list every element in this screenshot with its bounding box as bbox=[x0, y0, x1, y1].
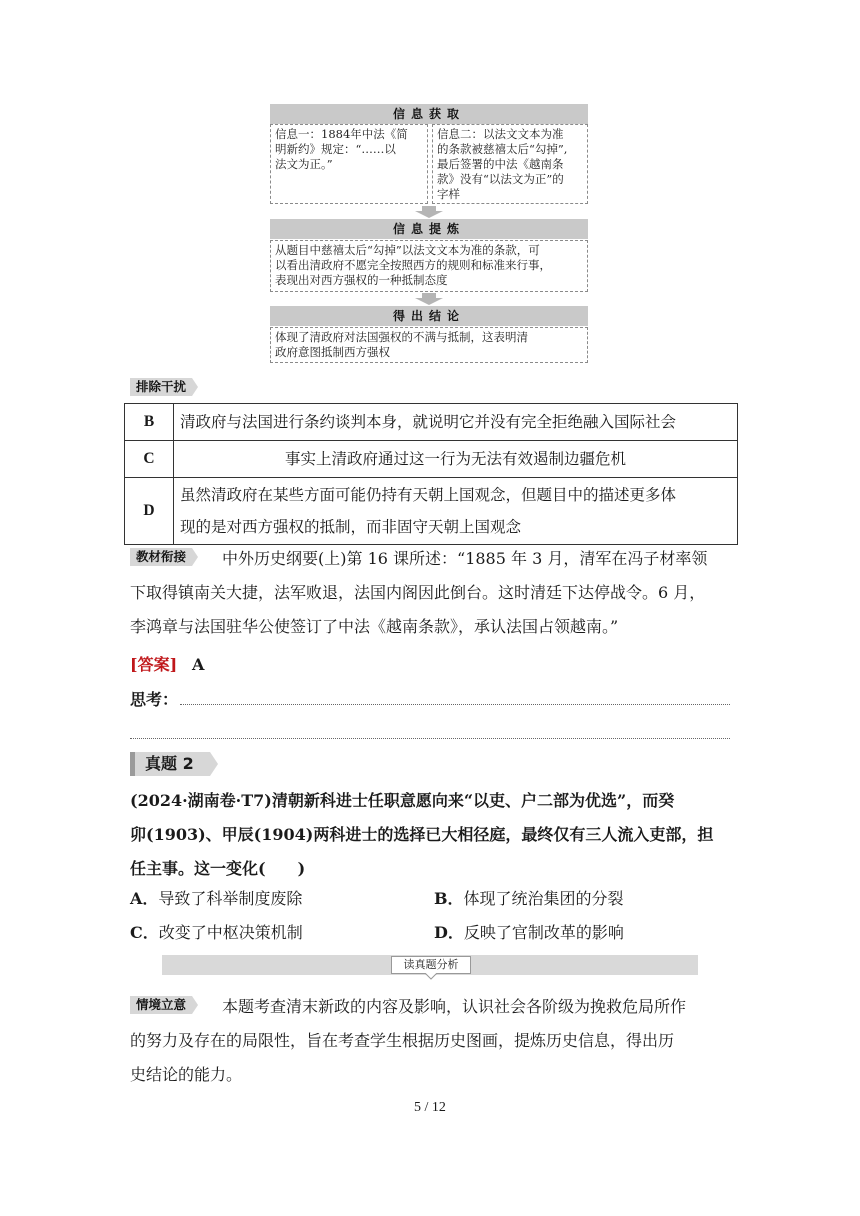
info-one-line: 信息一：1884年中法《简 bbox=[275, 127, 408, 141]
option-key: B． bbox=[434, 889, 464, 908]
answer-line bbox=[130, 738, 730, 739]
context-line: 本题考查清末新政的内容及影响，认识社会各阶级为挽救危局所作 bbox=[222, 997, 687, 1016]
exclusion-tag: 排除干扰 bbox=[130, 378, 192, 396]
flow-step-conclusion: 得出结论 bbox=[270, 306, 588, 326]
textbook-line: 中外历史纲要(上)第 16 课所述：“1885 年 3 月，清军在冯子材率领 bbox=[222, 549, 708, 568]
page-number: 5 / 12 bbox=[414, 1100, 446, 1115]
option-key: C． bbox=[130, 923, 159, 942]
refine-line: 以看出清政府不愿完全按照西方的规则和标准来行事， bbox=[275, 258, 551, 272]
think-label: 思考： bbox=[130, 690, 179, 709]
table-row bbox=[125, 404, 738, 441]
conclusion-box bbox=[270, 327, 588, 363]
textbook-line: 李鸿章与法国驻华公使签订了中法《越南条款》，承认法国占领越南。” bbox=[130, 617, 619, 636]
question-line: 卯(1903)、甲辰(1904)两科进士的选择已大相径庭，最终仅有三人流入吏部，担 bbox=[130, 825, 714, 844]
answer-label: [答案] bbox=[130, 655, 178, 674]
refine-line: 表现出对西方强权的一种抵制态度 bbox=[275, 273, 448, 287]
option-d[interactable] bbox=[434, 916, 624, 950]
option-key: A． bbox=[130, 889, 159, 908]
question-line: (2024·湖南卷·T7)清朝新科进士任职意愿向来“以吏、户二部为优选”，而癸 bbox=[130, 791, 675, 810]
answer-line bbox=[180, 704, 730, 705]
pointer-down-icon bbox=[425, 973, 437, 980]
option-text-line: 现的是对西方强权的抵制，而非固守天朝上国观念 bbox=[180, 518, 522, 536]
option-text: 改变了中枢决策机制 bbox=[158, 923, 303, 942]
context-line: 史结论的能力。 bbox=[130, 1065, 243, 1084]
option-text: 清政府与法国进行条约谈判本身，就说明它并没有完全拒绝融入国际社会 bbox=[174, 404, 738, 441]
info-two-line: 字样 bbox=[437, 187, 460, 201]
table-row bbox=[125, 441, 738, 478]
option-a[interactable] bbox=[130, 882, 302, 916]
flow-step-info-refine: 信息提炼 bbox=[270, 219, 588, 239]
option-key: D． bbox=[434, 923, 464, 942]
info-one-line: 明新约》规定：“……以 bbox=[275, 142, 396, 156]
question-badge: 真题 2 bbox=[130, 752, 210, 776]
info-two-box bbox=[432, 124, 588, 204]
flow-step-info-acquisition: 信息获取 bbox=[270, 104, 588, 124]
table-row bbox=[125, 478, 738, 545]
info-one-line: 法文为正。” bbox=[275, 157, 333, 171]
textbook-line: 下取得镇南关大捷，法军败退，法国内阁因此倒台。这时清廷下达停战令。6 月， bbox=[130, 583, 706, 602]
option-text: 导致了科举制度废除 bbox=[158, 889, 303, 908]
option-text: 体现了统治集团的分裂 bbox=[463, 889, 624, 908]
info-two-line: 最后签署的中法《越南条 bbox=[437, 157, 564, 171]
textbook-tag: 教材衔接 bbox=[130, 548, 192, 566]
info-two-line: 信息二：以法文文本为准 bbox=[437, 127, 564, 141]
option-key: C bbox=[125, 441, 174, 478]
refine-box bbox=[270, 240, 588, 292]
context-tag: 情境立意 bbox=[130, 996, 192, 1014]
conclusion-line: 体现了清政府对法国强权的不满与抵制，这表明清 bbox=[275, 330, 528, 344]
down-arrow-icon bbox=[415, 206, 443, 218]
option-text: 事实上清政府通过这一行为无法有效遏制边疆危机 bbox=[174, 441, 738, 478]
info-two-line: 款》没有“以法文为正”的 bbox=[437, 172, 564, 186]
context-line: 的努力及存在的局限性，旨在考查学生根据历史图画，提炼历史信息，得出历 bbox=[130, 1031, 675, 1050]
info-two-line: 的条款被慈禧太后“勾掉”, bbox=[437, 142, 568, 156]
read-analysis-label: 读真题分析 bbox=[391, 956, 471, 974]
option-c[interactable] bbox=[130, 916, 303, 950]
info-one-box bbox=[270, 124, 428, 204]
refine-line: 从题目中慈禧太后“勾掉”以法文文本为准的条款，可 bbox=[275, 243, 540, 257]
question-line: 任主事。这一变化( ) bbox=[130, 859, 306, 878]
conclusion-line: 政府意图抵制西方强权 bbox=[275, 345, 390, 359]
option-text-line: 虽然清政府在某些方面可能仍持有天朝上国观念，但题目中的描述更多体 bbox=[180, 486, 677, 504]
answer-value: A bbox=[192, 655, 205, 674]
option-b[interactable] bbox=[434, 882, 624, 916]
option-key: D bbox=[125, 478, 174, 545]
option-text: 反映了官制改革的影响 bbox=[463, 923, 624, 942]
exclusion-table bbox=[124, 403, 738, 545]
option-key: B bbox=[125, 404, 174, 441]
option-text bbox=[174, 478, 738, 545]
down-arrow-icon bbox=[415, 293, 443, 305]
